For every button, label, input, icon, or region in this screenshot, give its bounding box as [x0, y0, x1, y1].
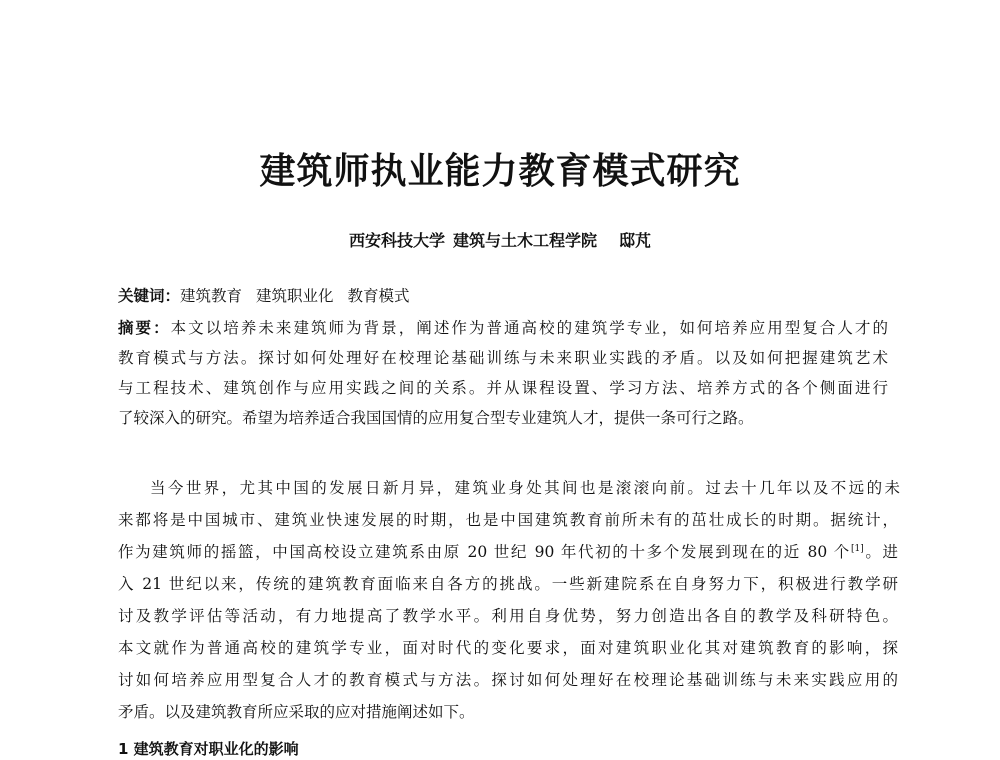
- author-college: 建筑与土木工程学院: [452, 231, 597, 250]
- keywords-line: [118, 284, 898, 306]
- section-title: 建筑教育对职业化的影响: [133, 740, 299, 758]
- section-number: 1: [118, 740, 129, 758]
- body-line: 讨及教学评估等活动，有力地提高了教学水平。利用自身优势，努力创造出各自的教学及科研特色。: [118, 607, 898, 625]
- body-line: [118, 540, 898, 562]
- abstract-text: 本文以培养未来建筑师为背景，阐述作为普通高校的建筑学专业，如何培养应用型复合人才的: [170, 319, 888, 337]
- body-line-text: 作为建筑师的摇篮，中国高校设立建筑系由原 20 世纪 90 年代初的十多个发展到现在的近 80 个: [118, 543, 851, 561]
- keyword-item: 建筑教育: [180, 287, 243, 305]
- author-name: 邸芃: [619, 231, 652, 250]
- author-line: [0, 228, 1000, 251]
- body-line: 本文就作为普通高校的建筑学专业，面对时代的变化要求，面对建筑职业化其对建筑教育的影响，探: [118, 639, 898, 657]
- author-university: 西安科技大学: [348, 231, 445, 250]
- abstract-line: [118, 316, 888, 338]
- body-line: 矛盾。以及建筑教育所应采取的应对措施阐述如下。: [118, 703, 475, 721]
- keywords-label: 关键词：: [118, 287, 181, 305]
- abstract-line: 教育模式与方法。探讨如何处理好在校理论基础训练与未来职业实践的矛盾。以及如何把握建筑艺术: [118, 349, 888, 367]
- keyword-item: 教育模式: [347, 287, 410, 305]
- page-title: 建筑师执业能力教育模式研究: [259, 151, 741, 192]
- body-line: 讨如何培养应用型复合人才的教育模式与方法。探讨如何处理好在校理论基础训练与未来实践应用的: [118, 671, 898, 689]
- section-heading: [118, 738, 299, 759]
- body-line: 当今世界，尤其中国的发展日新月异，建筑业身处其间也是滚滚向前。过去十几年以及不远的未: [150, 479, 900, 497]
- abstract-line: 了较深入的研究。希望为培养适合我国国情的应用复合型专业建筑人才，提供一条可行之路。: [118, 409, 754, 427]
- abstract-line: 与工程技术、建筑创作与应用实践之间的关系。并从课程设置、学习方法、培养方式的各个侧面进行: [118, 379, 888, 397]
- abstract-label: 摘要：: [118, 319, 171, 337]
- citation-mark: [1]: [850, 544, 864, 554]
- body-line: 入 21 世纪以来，传统的建筑教育面临来自各方的挑战。一些新建院系在自身努力下，积极进行教学研: [118, 575, 898, 593]
- body-line-tail: 。进: [863, 543, 898, 561]
- keyword-item: 建筑职业化: [256, 287, 334, 305]
- body-line: 来都将是中国城市、建筑业快速发展的时期，也是中国建筑教育前所未有的茁壮成长的时期。据统计，: [118, 511, 898, 529]
